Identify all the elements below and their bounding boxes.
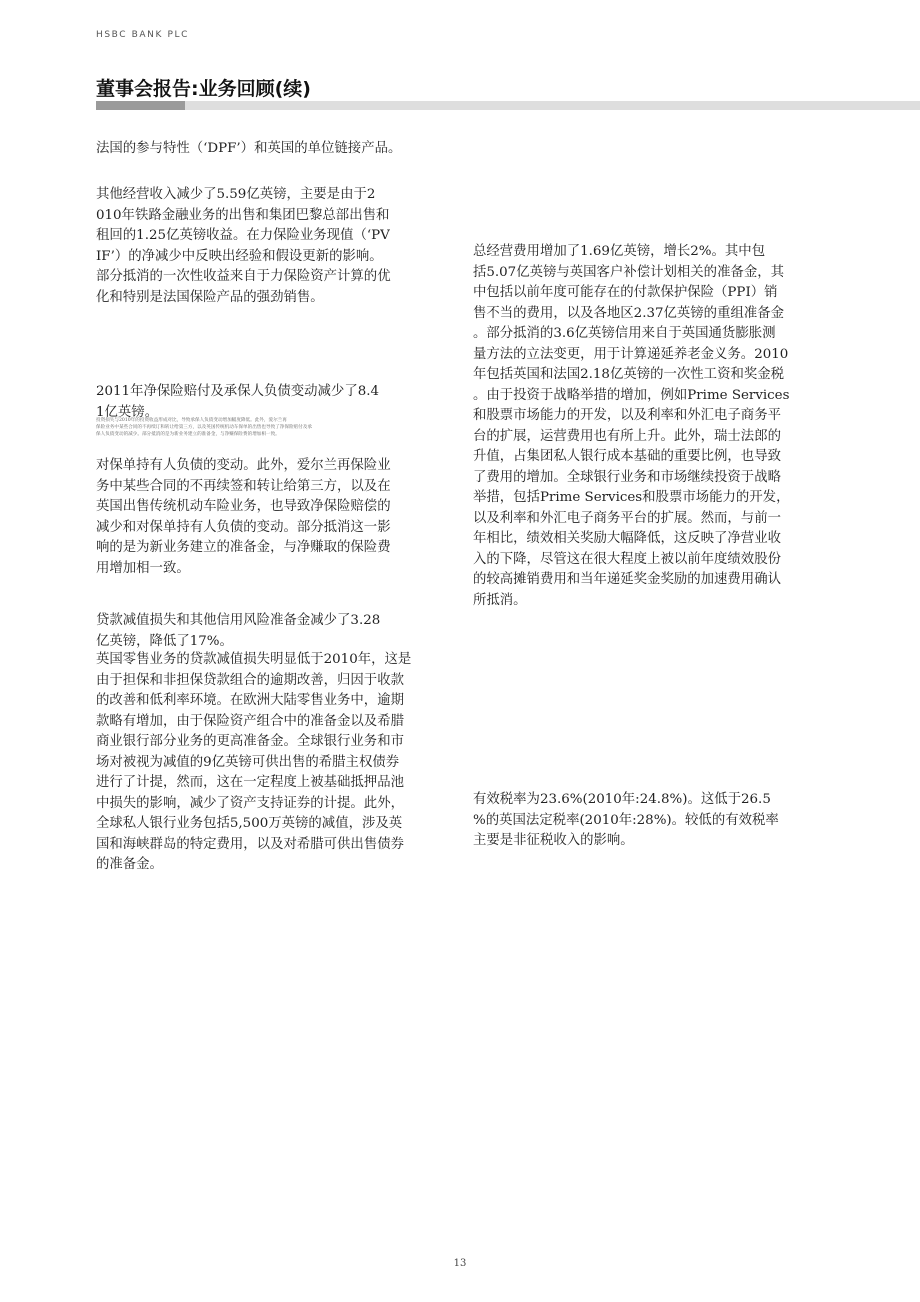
page-number: 13 [453, 1258, 467, 1269]
left-paragraph-4: 对保单持有人负债的变动。此外，爱尔兰再保险业 务中某些合同的不再续签和转让给第三方，以及在 英国出售传统机动车险业务，也导致净保险赔偿的 减少和对保单持有人负债的变动。部分抵消这一影 响的是为新业务建立的准备金，与净赚取的保险费 用增加相一致。 [96, 458, 391, 576]
left-paragraph-6: 英国零售业务的贷款减值损失明显低于2010年，这是 由于担保和非担保贷款组合的逾期改善，归因于收款 的改善和低利率环境。在欧洲大陆零售业务中，逾期 款略有增加，由于保险资产组合中的准备金以及希腊 商业银行部分业务的更高准备金。全球银行业务和市 场对被视为减值的9亿英镑可供出售的希腊主权债券 进行了计提，然而，这在一定程度上被基础抵押品池 中损失的影响，减少了资产支持证券的计提。此外， 全球私人银行业务包括5,500万英镑的减值，涉及英 国和海峡群岛的特定费用，以及对希腊可供出售债券 的准备金。 [96, 652, 412, 872]
left-paragraph-5: 贷款减值损失和其他信用风险准备金减少了3.28 亿英镑，降低了17%。 [96, 613, 381, 649]
left-paragraph-3: 2011年净保险赔付及承保人负债变动减少了8.4 1亿英镑。 [96, 384, 380, 420]
fine-print-note: 投资损失与2010年的投资收益形成对比，导致承保人负债变动增加幅度降低。此外，爱尔兰再 保险业务中某些合同的不再续订和转让给第三方，以及英国传统机动车保单的出售也导致了净保险赔付及承 保人负债变动的减少。部分抵消的是为新业务建立的准备金，与净赚保险费的增加相一致。 [96, 418, 312, 438]
right-paragraph-1: 总经营费用增加了1.69亿英镑，增长2%。其中包 括5.07亿英镑与英国客户补偿计划相关的准备金，其 中包括以前年度可能存在的付款保护保险（PPI）销 售不当的费用，以及各地区2.37亿英镑的重组准备金 。部分抵消的3.6亿英镑信用来自于英国通货膨胀测 量方法的立法变更，用于计算递延养老金义务。2010 年包括英国和法国2.18亿英镑的一次性工资和奖金税 。由于投资于战略举措的增加，例如Prime Services 和股票市场能力的开发，以及利率和外汇电子商务平 台的扩展，运营费用也有所上升。此外，瑞士法郎的 升值，占集团私人银行成本基础的重要比例，也导致 了费用的增加。全球银行业务和市场继续投资于战略 举措，包括Prime Services和股票市场能力的开发， 以及利率和外汇电子商务平台的扩展。然而，与前一 年相比，绩效相关奖励大幅降低，这反映了净营业收 入的下降，尽管这在很大程度上被以前年度绩效股份 的较高摊销费用和当年递延奖金奖励的加速费用确认 所抵消。 [473, 244, 790, 608]
title-rule-dark [96, 101, 185, 110]
page-title: 董事会报告:业务回顾(续) [96, 78, 311, 100]
right-paragraph-2: 有效税率为23.6%(2010年:24.8%)。这低于26.5 %的英国法定税率(2010年:28%)。较低的有效税率 主要是非征税收入的影响。 [473, 792, 779, 848]
header-org-name: HSBC BANK PLC [96, 30, 189, 40]
left-paragraph-1: 法国的参与特性（‘DPF’）和英国的单位链接产品。 [96, 141, 402, 156]
title-rule-light [185, 101, 920, 110]
left-paragraph-2: 其他经营收入减少了5.59亿英镑，主要是由于2 010年铁路金融业务的出售和集团巴黎总部出售和 租回的1.25亿英镑收益。在力保险业务现值（‘PV IF’）的净减少中反映出经验和假设更新的影响。 部分抵消的一次性收益来自于力保险资产计算的优 化和特别是法国保险产品的强劲销售。 [96, 187, 391, 305]
